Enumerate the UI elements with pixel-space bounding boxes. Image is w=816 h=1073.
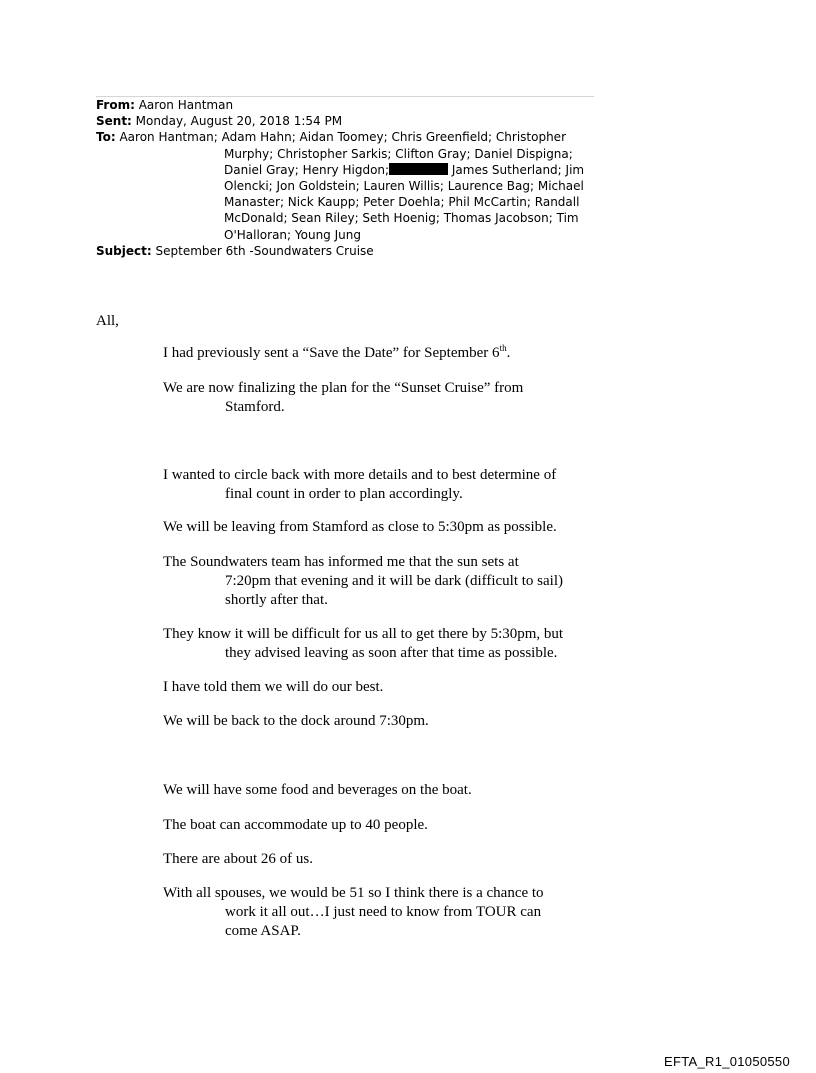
subject-value: September 6th -Soundwaters Cruise <box>151 243 374 258</box>
sent-value: Monday, August 20, 2018 1:54 PM <box>131 114 343 129</box>
p5-line-3: shortly after that. <box>225 592 328 608</box>
sent-label: Sent: <box>96 114 132 129</box>
to-recipients-line-6: McDonald; Sean Riley; Seth Hoenig; Thomas Jacobson; Tim <box>224 211 579 226</box>
paragraph-count: There are about 26 of us. <box>163 851 313 867</box>
p5-line-2: 7:20pm that evening and it will be dark (difficult to sail) <box>225 573 563 589</box>
paragraph-circle-back <box>163 466 603 504</box>
paragraph-save-the-date <box>163 344 603 363</box>
salutation: All, <box>96 313 119 329</box>
to-recipients-line-7: O'Halloran; Young Jung <box>224 227 361 242</box>
to-recipients-line-2: Murphy; Christopher Sarkis; Clifton Gray; Daniel Dispigna; <box>224 146 573 161</box>
from-label: From: <box>96 98 135 112</box>
p3-line-1: I wanted to circle back with more details and to best determine of <box>163 467 557 483</box>
to-recipients-line-4: Olencki; Jon Goldstein; Lauren Willis; Laurence Bag; Michael <box>224 179 584 194</box>
paragraph-sunset <box>163 553 603 610</box>
paragraph-food: We will have some food and beverages on the boat. <box>163 782 472 798</box>
paragraph-do-our-best: I have told them we will do our best. <box>163 679 384 695</box>
paragraph-difficult <box>163 625 603 663</box>
p6-line-2: they advised leaving as soon after that time as possible. <box>225 645 558 661</box>
paragraph-capacity: The boat can accommodate up to 40 people. <box>163 817 428 833</box>
paragraph-spouses <box>163 884 603 941</box>
paragraph-back-to-dock: We will be back to the dock around 7:30pm. <box>163 713 429 729</box>
paragraph-leaving-time: We will be leaving from Stamford as close to 5:30pm as possible. <box>163 519 557 535</box>
from-value: Aaron Hantman <box>134 98 234 112</box>
p12-line-2: work it all out…I just need to know from TOUR can <box>225 904 542 920</box>
p1-superscript: th <box>499 343 507 353</box>
p12-line-1: With all spouses, we would be 51 so I think there is a chance to <box>163 885 544 901</box>
p5-line-1: The Soundwaters team has informed me that the sun sets at <box>163 554 519 570</box>
to-label: To: <box>96 130 116 145</box>
to-recipients-post-redaction: James Sutherland; Jim <box>448 162 585 177</box>
p12-line-3: come ASAP. <box>225 923 301 939</box>
p6-line-1: They know it will be difficult for us all to get there by 5:30pm, but <box>163 626 564 642</box>
p2-line-2: Stamford. <box>225 399 285 415</box>
to-recipients-line-5: Manaster; Nick Kaupp; Peter Doehla; Phil McCartin; Randall <box>224 195 580 210</box>
to-recipients-line-1: Aaron Hantman; Adam Hahn; Aidan Toomey; Chris Greenfield; Christopher <box>115 130 566 145</box>
subject-label: Subject: <box>96 243 152 258</box>
to-recipients-pre-redaction: Daniel Gray; Henry Higdon; <box>224 162 390 177</box>
p2-line-1: We are now finalizing the plan for the “Sunset Cruise” from <box>163 380 524 396</box>
bates-number: EFTA_R1_01050550 <box>664 1054 790 1069</box>
p3-line-2: final count in order to plan accordingly. <box>225 486 463 502</box>
p1-text: I had previously sent a “Save the Date” for September 6 <box>163 345 500 361</box>
paragraph-finalizing-plan <box>163 379 603 417</box>
p1-end: . <box>506 345 511 361</box>
